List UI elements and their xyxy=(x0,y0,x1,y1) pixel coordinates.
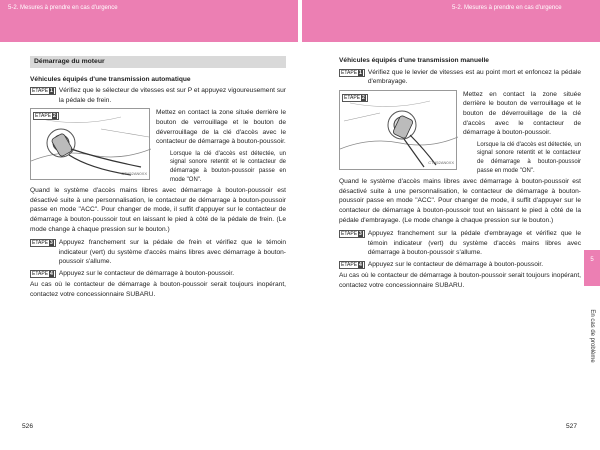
step-3 xyxy=(30,238,286,267)
header-band-right xyxy=(302,0,600,42)
step-badge: ÉTAPE 2 xyxy=(33,112,59,120)
step-2-note: Lorsque la clé d'accès est détectée, un signal sonore retentit et le contacteur de démarrage à bouton-poussoir passe en mode "ON". xyxy=(170,150,286,183)
key-illustration xyxy=(339,90,457,170)
page-number-right: 527 xyxy=(566,423,578,430)
chapter-label xyxy=(585,288,599,384)
step-badge: ÉTAPE 3 xyxy=(30,239,56,247)
step-2-figure xyxy=(339,90,581,175)
step-1 xyxy=(30,86,286,105)
step-1 xyxy=(339,68,581,87)
step-2-text-block xyxy=(457,90,581,175)
step-3-text: Appuyez franchement sur la pédale de frein et vérifiez que le témoin indicateur (vert) du système d'accès mains libres avec démarrage à bouton-poussoir s'allume. xyxy=(58,239,286,266)
step-1-text: Vérifiez que le levier de vitesses est au point mort et enfoncez la pédale d'embrayage. xyxy=(367,68,581,86)
step-badge: ÉTAPE 1 xyxy=(339,69,365,77)
illustration-code: CTH52AN0XX xyxy=(428,160,454,166)
step-3-text: Appuyez franchement sur la pédale d'embrayage et vérifiez que le témoin indicateur (vert) du système d'accès mains libres avec démarrage à bouton-poussoir s'allume. xyxy=(367,230,581,257)
header-band-left xyxy=(0,0,298,42)
step-2-note: Lorsque la clé d'accès est détectée, un signal sonore retentit et le contacteur de démarrage à bouton-poussoir passe en mode "ON". xyxy=(477,141,581,174)
step-2-text: Mettez en contact la zone située derrière le bouton de verrouillage et le bouton de déverrouillage de la clé d'accès avec le contacteur de démarrage à bouton-poussoir. xyxy=(463,90,581,137)
step-3 xyxy=(339,229,581,258)
left-page-content xyxy=(30,56,286,302)
subtitle-manual: Véhicules équipés d'une transmission manuelle xyxy=(339,57,489,64)
step-badge: ÉTAPE 4 xyxy=(339,261,365,269)
step-4-text: Appuyez sur le contacteur de démarrage à bouton-poussoir. xyxy=(367,260,544,268)
step-4-text: Appuyez sur le contacteur de démarrage à bouton-poussoir. xyxy=(58,269,235,277)
chapter-number: 5 xyxy=(590,257,594,263)
chapter-label-text: En cas de problème xyxy=(589,309,595,363)
page-gutter xyxy=(298,0,302,450)
step-4 xyxy=(339,260,581,270)
acc-mode-paragraph: Quand le système d'accès mains libres avec démarrage à bouton-poussoir est désactivé suite à une personnalisation, le contacteur de démarrage à bouton-poussoir passe en mode "ACC". Pour changer de mode, il suffit d'appuyer sur le contacteur de démarrage à bouton-poussoir tout en laissant le pied à côté de la pédale d'embrayage. (Le mode change à chaque pression sur le bouton.) xyxy=(339,178,581,224)
step-2-text: Mettez en contact la zone située derrière le bouton de verrouillage et le bouton de déverrouillage de la clé d'accès avec le contacteur de démarrage à bouton-poussoir. xyxy=(156,109,286,146)
step-1-text: Vérifiez que le sélecteur de vitesses est sur P et appuyez vigoureusement sur la pédale de frein. xyxy=(58,87,286,104)
chapter-tab xyxy=(584,250,600,286)
section-title: Démarrage du moteur xyxy=(30,56,286,68)
step-2-figure xyxy=(30,108,286,184)
key-illustration xyxy=(30,108,150,180)
running-header-left: 5-2. Mesures à prendre en cas d'urgence xyxy=(8,5,118,11)
subtitle-automatic: Véhicules équipés d'une transmission automatique xyxy=(30,75,191,83)
closing-paragraph: Au cas où le contacteur de démarrage à bouton-poussoir serait toujours inopérant, contactez votre concessionnaire SUBARU. xyxy=(339,272,581,290)
running-header-right: 5-2. Mesures à prendre en cas d'urgence xyxy=(452,5,562,11)
right-page-content xyxy=(339,56,581,293)
illustration-code: CTH52AN0XX xyxy=(121,170,147,176)
step-badge: ÉTAPE 4 xyxy=(30,270,56,278)
acc-mode-paragraph: Quand le système d'accès mains libres avec démarrage à bouton-poussoir est désactivé suite à une personnalisation, le contacteur de démarrage à bouton-poussoir passe en mode "ACC". Pour changer de mode, il suffit d'appuyer sur le contacteur de démarrage à bouton-poussoir tout en laissant le pied à côté de la pédale de frein. (Le mode change à chaque pression sur le bouton.) xyxy=(30,187,286,233)
step-badge: ÉTAPE 2 xyxy=(342,94,368,102)
step-badge: ÉTAPE 3 xyxy=(339,230,365,238)
closing-paragraph: Au cas où le contacteur de démarrage à bouton-poussoir serait toujours inopérant, contactez votre concessionnaire SUBARU. xyxy=(30,281,286,299)
step-2-text-block xyxy=(150,108,286,184)
step-badge: ÉTAPE 1 xyxy=(30,87,56,95)
step-4 xyxy=(30,269,286,279)
page-number-left: 526 xyxy=(22,423,34,430)
